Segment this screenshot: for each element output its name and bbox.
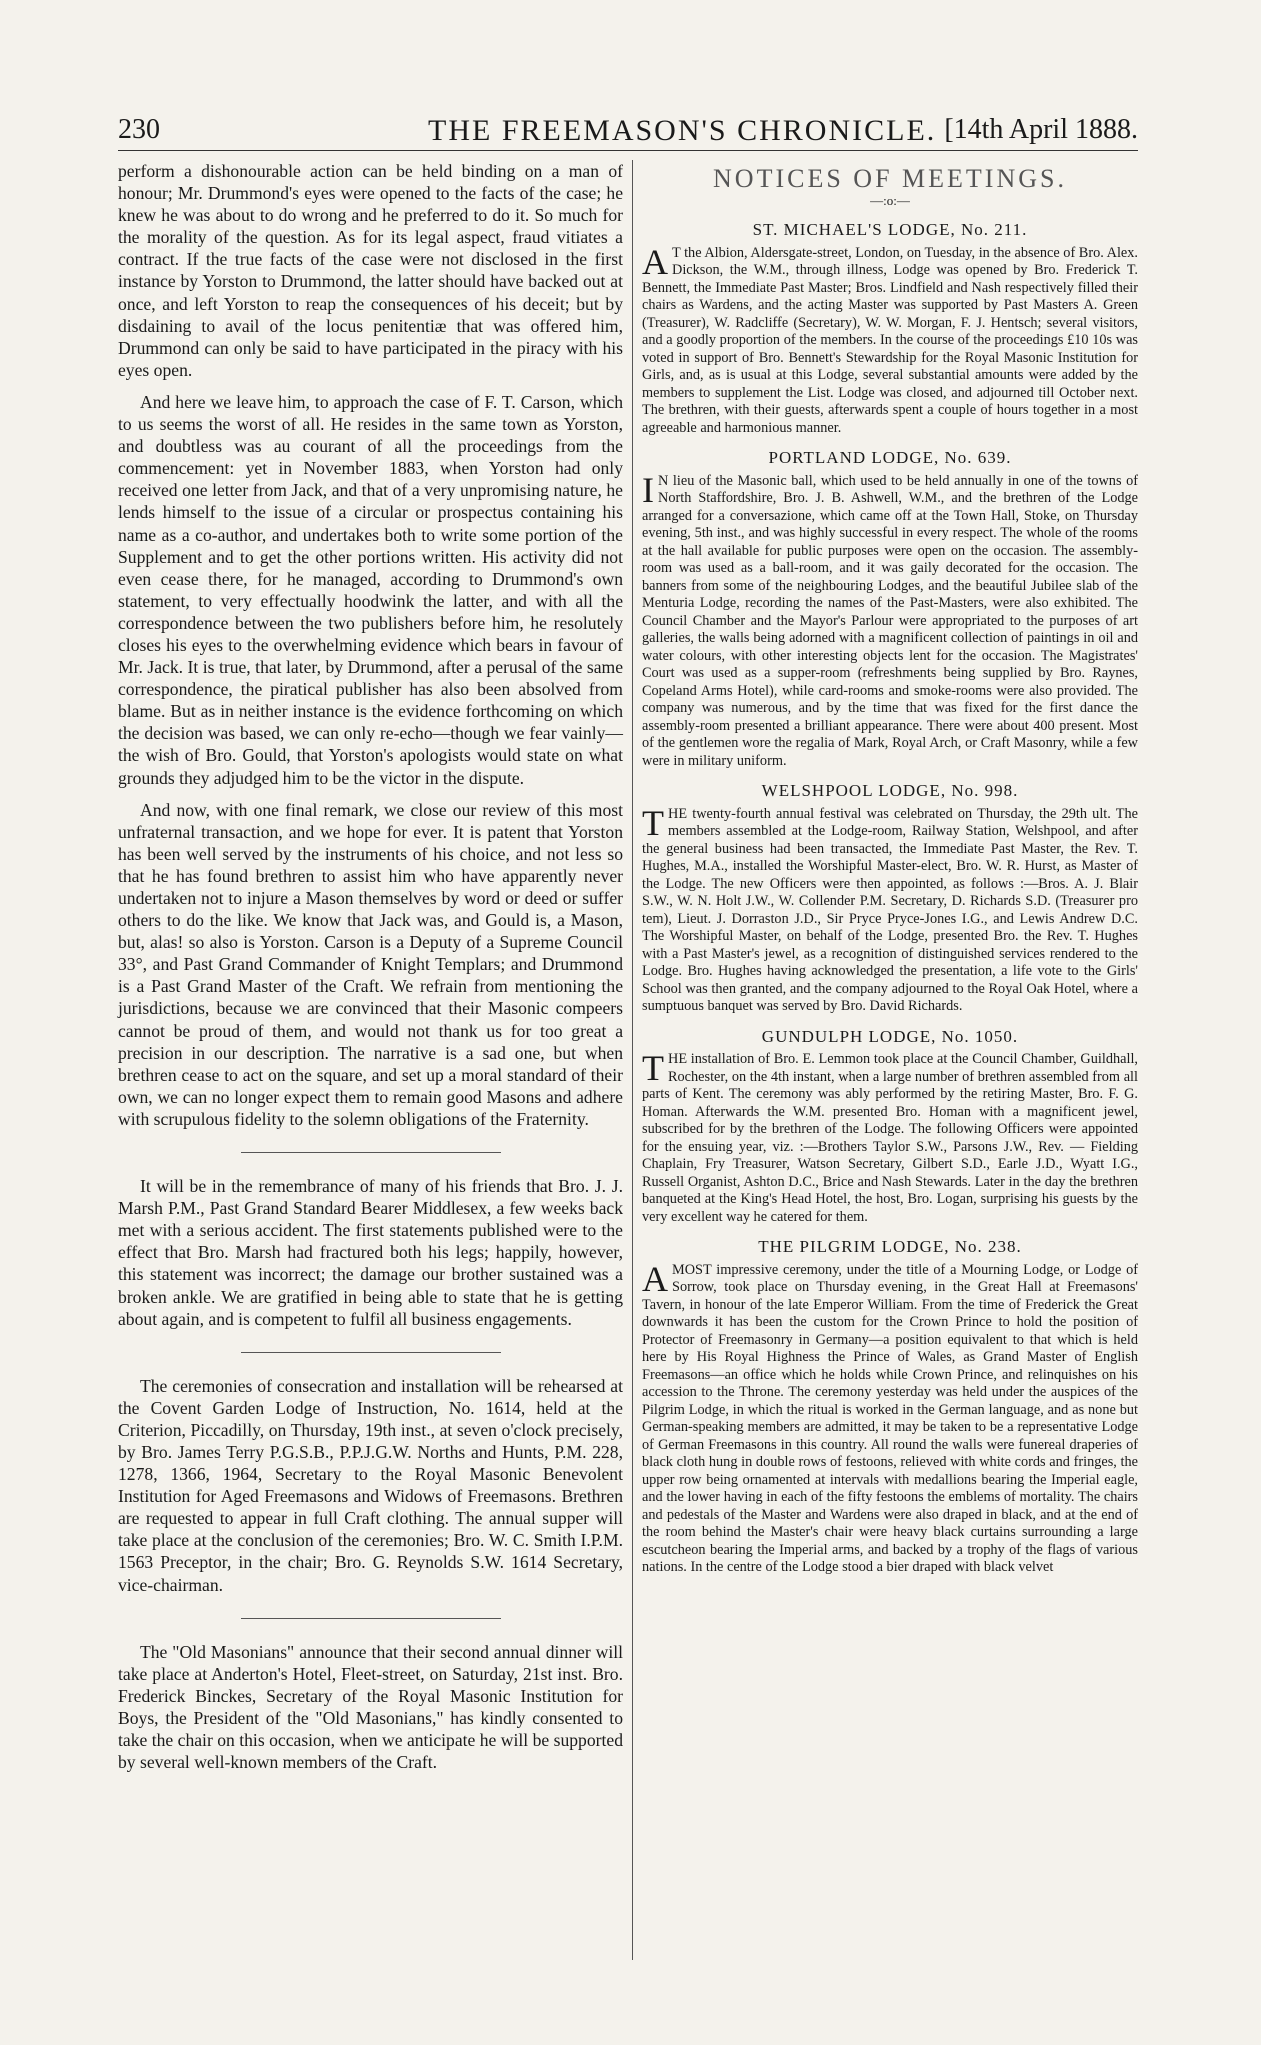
lodge-heading: ST. MICHAEL'S LODGE, No. 211. bbox=[752, 220, 1028, 239]
issue-date: [14th April 1888. bbox=[944, 114, 1138, 145]
lodge-heading: THE PILGRIM LODGE, No. 238. bbox=[758, 1237, 1022, 1256]
drop-cap: A bbox=[642, 241, 668, 282]
right-column bbox=[642, 160, 1138, 1581]
heading-separator: —:o:— bbox=[870, 192, 910, 208]
article-paragraph: And here we leave him, to approach the case of F. T. Carson, which to us seems the worst of all. He resides in the same town as Yorston, and doubtless was au courant of all the proceedings from the commencement: yet in November 1883, when Yorston had only received one letter from Jack, and that of a very unpromising nature, he lends himself to the issue of a circular or prospectus containing his name as a co-author, and undertakes both to write some portion of the Supplement and to get the other portions written. His activity did not even cease there, for he managed, according to Drummond's own statement, to very effectually hoodwink the latter, and with all the correspondence between the two publishers before him, he resolutely closes his eyes to the overwhelming evidence which bears in favour of Mr. Jack. It is true, that later, by Drummond, after a perusal of the same correspondence, the piratical publisher has also been absolved from blame. But as in neither instance is the evidence forthcoming on which the decision was based, we can only re-echo—though we fear vainly—the wish of Bro. Gould, that Yorston's apologists would state on what grounds they adjudged him to be the victor in the dispute. bbox=[118, 391, 623, 788]
lodge-report bbox=[642, 1258, 1138, 1577]
lodge-report bbox=[642, 241, 1138, 438]
report-text: MOST impressive ceremony, under the title of a Mourning Lodge, or Lodge of Sorrow, took place on Thursday evening, in the Great Hall at Freemasons' Tavern, in honour of the late Emperor William. From the time of Frederick the Great downwards it has been the custom for the Crown Prince to hold the position of Protector of Freemasonry in Germany—a position equivalent to that which is held here by His Royal Highness the Prince of Wales, as Grand Master of English Freemasons—an office which he holds while Crown Prince, and relinquishes on his accession to the Throne. The ceremony yesterday was held under the auspices of the Pilgrim Lodge, in which the ritual is worked in the German language, and as none but German-speaking members are admitted, it may be taken to be a representative Lodge of German Freemasons in this country. All round the walls were funereal draperies of black cloth hung in double rows of festoons, relieved with white cords and fringes, the upper row being ornamented at intervals with medallions bearing the Imperial eagle, and the lower having in each of the fifty festoons the emblems of mortality. The chairs and pedestals of the Master and Wardens were also draped in black, and at the end of the room behind the Master's chair were heavy black curtains surrounding a large escutcheon bearing the Imperial arms, and backed by a trophy of the flags of various nations. In the centre of the Lodge stood a bier draped with black velvet bbox=[642, 1261, 1138, 1575]
section-rule bbox=[241, 1152, 501, 1153]
news-paragraph: The ceremonies of consecration and installation will be rehearsed at the Covent Garden Lodge of Instruction, No. 1614, held at the Criterion, Piccadilly, on Thursday, 19th inst., at seven o'clock precisely, by Bro. James Terry P.G.S.B., P.P.J.G.W. Norths and Hunts, P.M. 228, 1278, 1366, 1964, Secretary to the Royal Masonic Benevolent Institution for Aged Freemasons and Widows of Freemasons. Brethren are requested to appear in full Craft clothing. The annual supper will take place at the conclusion of the ceremonies; Bro. W. C. Smith I.P.M. 1563 Preceptor, in the chair; Bro. G. Reynolds S.W. 1614 Secretary, vice-chairman. bbox=[118, 1375, 623, 1595]
section-rule bbox=[241, 1352, 501, 1353]
lodge-report bbox=[642, 802, 1138, 1016]
news-paragraph: It will be in the remembrance of many of his friends that Bro. J. J. Marsh P.M., Past Grand Standard Bearer Middlesex, a few weeks back met with a serious accident. The first statements published were to the effect that Bro. Marsh had fractured both his legs; happily, however, this statement was incorrect; the damage our brother sustained was a broken ankle. We are gratified in being able to state that he is getting about again, and is competent to fulfil all business engagements. bbox=[118, 1176, 623, 1329]
lodge-heading: GUNDULPH LODGE, No. 1050. bbox=[761, 1026, 1019, 1046]
lodge-heading: WELSHPOOL LODGE, No. 998. bbox=[761, 781, 1019, 800]
section-rule bbox=[241, 1618, 501, 1619]
page-header bbox=[118, 110, 1138, 147]
drop-cap: A bbox=[642, 1258, 668, 1299]
drop-cap: T bbox=[642, 802, 664, 843]
lodge-report bbox=[642, 1048, 1138, 1226]
report-text: HE installation of Bro. E. Lemmon took place at the Council Chamber, Guildhall, Rochester, on the 4th instant, when a large number of brethren assembled from all parts of Kent. The ceremony was ably performed by the retiring Master, Bro. F. G. Homan. Afterwards the W.M. presented Bro. Homan with a magnificent jewel, subscribed for by the brethren of the Lodge. The following Officers were appointed for the ensuing year, viz. :—Brothers Taylor S.W., Parsons J.W., Rev. — Fielding Chaplain, Fry Treasurer, Watson Secretary, Gilbert S.D., Earle J.D., Wyatt I.G., Russell Organist, Ashton D.C., Brice and Nash Stewards. Later in the day the brethren banqueted at the King's Head Hotel, the host, Bro. Logan, surprising his guests by the very excellent way he catered for them. bbox=[642, 1051, 1138, 1225]
news-paragraph: The "Old Masonians" announce that their second annual dinner will take place at Anderton's Hotel, Fleet-street, on Saturday, 21st inst. Bro. Frederick Binckes, Secretary of the Royal Masonic Institution for Boys, the President of the "Old Masonians," has kindly consented to take the chair on this occasion, when we anticipate he will be supported by several well-known members of the Craft. bbox=[118, 1641, 623, 1773]
masthead-title: THE FREEMASON'S CHRONICLE. bbox=[428, 114, 937, 147]
drop-cap: I bbox=[642, 469, 654, 510]
drop-cap: T bbox=[642, 1048, 664, 1088]
article-paragraph: perform a dishonourable action can be held binding on a man of honour; Mr. Drummond's eyes were opened to the facts of the case; he knew he was about to do wrong and he preferred to do it. So much for the morality of the question. As for its legal aspect, fraud vitiates a contract. If the true facts of the case were not disclosed in the first instance by Yorston to Drummond, the latter should have backed out at once, and left Yorston to reap the consequences of his deceit; but by disdaining to avail of the locus penitentiæ that was offered him, Drummond can only be said to have participated in the piracy with his eyes open. bbox=[118, 161, 623, 380]
report-text: N lieu of the Masonic ball, which used to be held annually in one of the towns of North Staffordshire, Bro. J. B. Ashwell, W.M., and the brethren of the Lodge arranged for a conversazione, which came off at the Town Hall, Stoke, on Thursday evening, 5th inst., and was highly successful in every respect. The whole of the rooms at the hall available for public purposes were open on the occasion. The assembly-room was used as a ball-room, and it was gaily decorated for the occasion. The banners from some of the neighbouring Lodges, and the beautiful Jubilee slab of the Menturia Lodge, recording the names of the Past-Masters, were also exhibited. The Council Chamber and the Mayor's Parlour were appropriated to the purposes of art galleries, the walls being adorned with a magnificent collection of paintings in oil and water colours, with other interesting objects lent for the occasion. The Magistrates' Court was used as a supper-room (refreshments being supplied by Bro. Raynes, Copeland Arms Hotel), while card-rooms and smoke-rooms were also provided. The company was numerous, and by the time that was fixed for the first dance the assembly-room presented a brilliant appearance. There were about 400 present. Most of the gentlemen wore the regalia of Mark, Royal Arch, or Craft Masonry, while a few were in military uniform. bbox=[642, 472, 1138, 769]
report-text: T the Albion, Aldersgate-street, London, on Tuesday, in the absence of Bro. Alex. Dickson, the W.M., through illness, Lodge was opened by Bro. Frederick T. Bennett, the Immediate Past Master; Bros. Lindfield and Nash respectively filled their chairs as Wardens, and the acting Master was supported by Past Masters A. Green (Treasurer), W. Radcliffe (Secretary), W. W. Morgan, F. J. Hentsch; several visitors, and a goodly proportion of the members. In the course of the proceedings £10 10s was voted in support of Bro. Bennett's Stewardship for the Royal Masonic Institution for Girls, and, as is usual at this Lodge, several substantial amounts were added by the members to supplement the List. Lodge was closed, and adjourned till October next. The brethren, with their guests, afterwards spent a couple of hours together in a most agreeable and harmonious manner. bbox=[642, 244, 1138, 436]
lodge-report bbox=[642, 469, 1138, 771]
report-text: HE twenty-fourth annual festival was celebrated on Thursday, the 29th ult. The members assembled at the Lodge-room, Railway Station, Welshpool, and after the general business had been transacted, the Immediate Past Master, the Rev. T. Hughes, M.A., installed the Worshipful Master-elect, Bro. W. R. Hurst, as Master of the Lodge. The new Officers were then appointed, as follows :—Bros. A. J. Blair S.W., W. N. Holt J.W., W. Collender P.M. Secretary, D. Richards S.D. (Treasurer pro tem), Lieut. J. Dorraston J.D., Sir Pryce Pryce-Jones I.G., and Lewis Andrew D.C. The Worshipful Master, on behalf of the Lodge, presented Bro. the Rev. T. Hughes with a Past Master's jewel, as a recognition of distinguished services rendered to the Lodge. Bro. Hughes having acknowledged the presentation, a life vote to the Girls' School was then granted, and the company adjourned to the Royal Oak Hotel, where a sumptuous banquet was served by Bro. David Richards. bbox=[642, 805, 1138, 1014]
article-paragraph: And now, with one final remark, we close our review of this most unfraternal transaction, and we hope for ever. It is patent that Yorston has been well served by the instruments of his choice, and not less so that he has found brethren to assist him who have apparently never undertaken not to injure a Mason themselves by word or deed or suffer others to do the like. We know that Jack was, and Gould is, a Mason, but, alas! so also is Yorston. Carson is a Deputy of a Supreme Council 33°, and Past Grand Commander of Knight Templars; and Drummond is a Past Grand Master of the Craft. We refrain from mentioning the jurisdictions, because we are convinced that their Masonic compeers cannot be proud of them, and would not thank us for too great a precision in our description. The narrative is a sad one, but when brethren cease to act on the square, and set up a moral standard of their own, we can no longer expect them to remain good Masons and adhere with scrupulous fidelity to the solemn obligations of the Fraternity. bbox=[118, 799, 623, 1129]
column-divider bbox=[632, 160, 633, 1960]
header-rule bbox=[118, 150, 1138, 151]
page-number: 230 bbox=[118, 114, 160, 145]
lodge-heading: PORTLAND LODGE, No. 639. bbox=[768, 448, 1012, 467]
left-column bbox=[118, 160, 623, 1783]
notices-heading: NOTICES OF MEETINGS. bbox=[713, 164, 1067, 193]
